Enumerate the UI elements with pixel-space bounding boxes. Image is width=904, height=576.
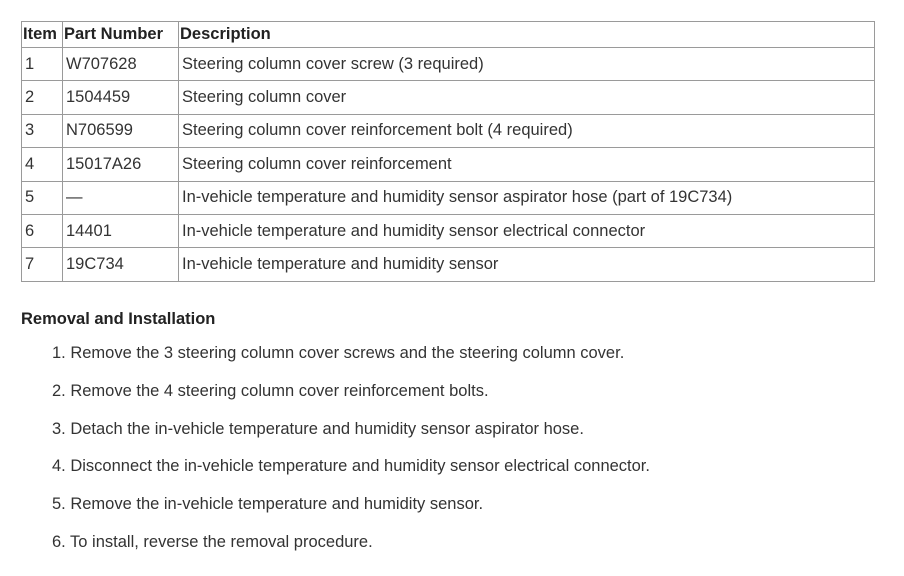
cell-item: 2 — [22, 81, 63, 114]
header-description: Description — [179, 22, 875, 48]
cell-item: 4 — [22, 148, 63, 181]
table-header-row — [22, 22, 875, 48]
cell-description: Steering column cover reinforcement bolt (4 required) — [179, 114, 875, 147]
cell-item: 5 — [22, 181, 63, 214]
cell-description: In-vehicle temperature and humidity sensor — [179, 248, 875, 281]
cell-part-number: 15017A26 — [63, 148, 179, 181]
cell-part-number: W707628 — [63, 48, 179, 81]
cell-description: In-vehicle temperature and humidity sensor aspirator hose (part of 19C734) — [179, 181, 875, 214]
table-row — [22, 181, 875, 214]
step-item: 4. Disconnect the in-vehicle temperature and humidity sensor electrical connector. — [52, 457, 650, 475]
cell-part-number: 19C734 — [63, 248, 179, 281]
table-row — [22, 81, 875, 114]
step-item: 5. Remove the in-vehicle temperature and humidity sensor. — [52, 495, 484, 513]
cell-description: Steering column cover reinforcement — [179, 148, 875, 181]
cell-description: Steering column cover screw (3 required) — [179, 48, 875, 81]
table-row — [22, 48, 875, 81]
parts-table — [21, 21, 875, 282]
header-item: Item — [22, 22, 63, 48]
cell-item: 3 — [22, 114, 63, 147]
step-item: 6. To install, reverse the removal procedure. — [52, 533, 373, 551]
cell-part-number: — — [63, 181, 179, 214]
cell-description: Steering column cover — [179, 81, 875, 114]
cell-item: 1 — [22, 48, 63, 81]
cell-part-number: 14401 — [63, 214, 179, 247]
cell-item: 6 — [22, 214, 63, 247]
step-item: 2. Remove the 4 steering column cover reinforcement bolts. — [52, 382, 489, 400]
table-row — [22, 114, 875, 147]
step-item: 1. Remove the 3 steering column cover screws and the steering column cover. — [52, 344, 625, 362]
table-row — [22, 148, 875, 181]
table-row — [22, 214, 875, 247]
cell-item: 7 — [22, 248, 63, 281]
cell-part-number: N706599 — [63, 114, 179, 147]
cell-part-number: 1504459 — [63, 81, 179, 114]
step-item: 3. Detach the in-vehicle temperature and humidity sensor aspirator hose. — [52, 420, 584, 438]
header-part-number: Part Number — [63, 22, 179, 48]
table-row — [22, 248, 875, 281]
section-heading: Removal and Installation — [21, 310, 216, 328]
cell-description: In-vehicle temperature and humidity sensor electrical connector — [179, 214, 875, 247]
